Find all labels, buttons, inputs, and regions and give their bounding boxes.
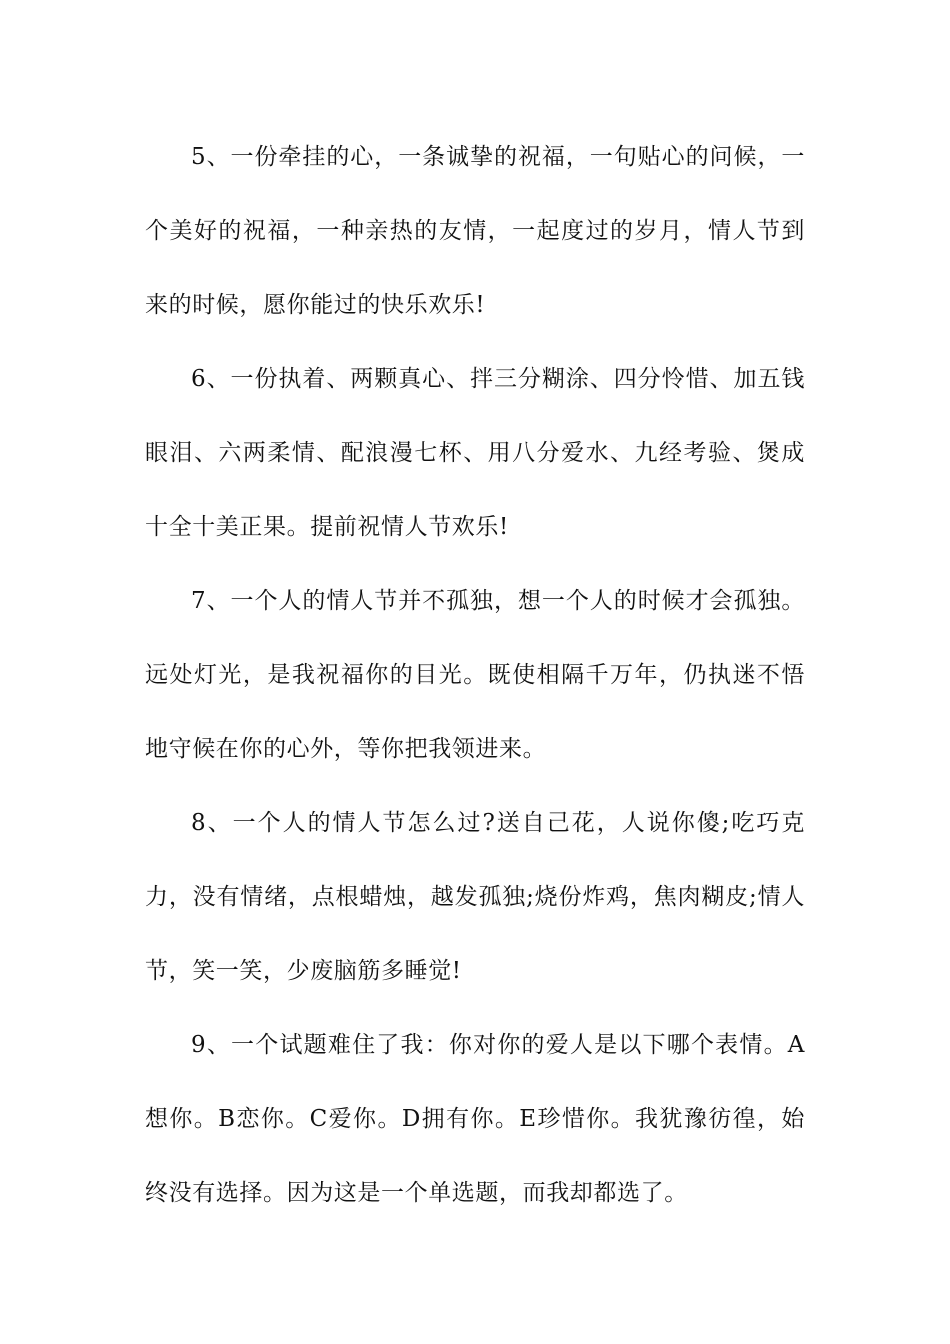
paragraph-7: 7、一个人的情人节并不孤独，想一个人的时候才会孤独。远处灯光，是我祝福你的目光。既使相隔千万年，仍执迷不悟地守候在你的心外，等你把我领进来。 xyxy=(145,588,805,762)
paragraph-9: 9、一个试题难住了我：你对你的爱人是以下哪个表情。A想你。B恋你。C爱你。D拥有你。E珍惜你。我犹豫彷徨，始终没有选择。因为这是一个单选题，而我却都选了。 xyxy=(145,1032,805,1206)
document-body xyxy=(145,120,805,1230)
paragraph-6: 6、一份执着、两颗真心、拌三分糊涂、四分怜惜、加五钱眼泪、六两柔情、配浪漫七杯、用八分爱水、九经考验、煲成十全十美正果。提前祝情人节欢乐! xyxy=(145,366,805,540)
paragraph-5: 5、一份牵挂的心，一条诚挚的祝福，一句贴心的问候，一个美好的祝福，一种亲热的友情，一起度过的岁月，情人节到来的时候，愿你能过的快乐欢乐! xyxy=(145,144,805,318)
paragraph-8: 8、一个人的情人节怎么过?送自己花，人说你傻;吃巧克力，没有情绪，点根蜡烛，越发孤独;烧份炸鸡，焦肉糊皮;情人节，笑一笑，少废脑筋多睡觉! xyxy=(145,810,805,984)
